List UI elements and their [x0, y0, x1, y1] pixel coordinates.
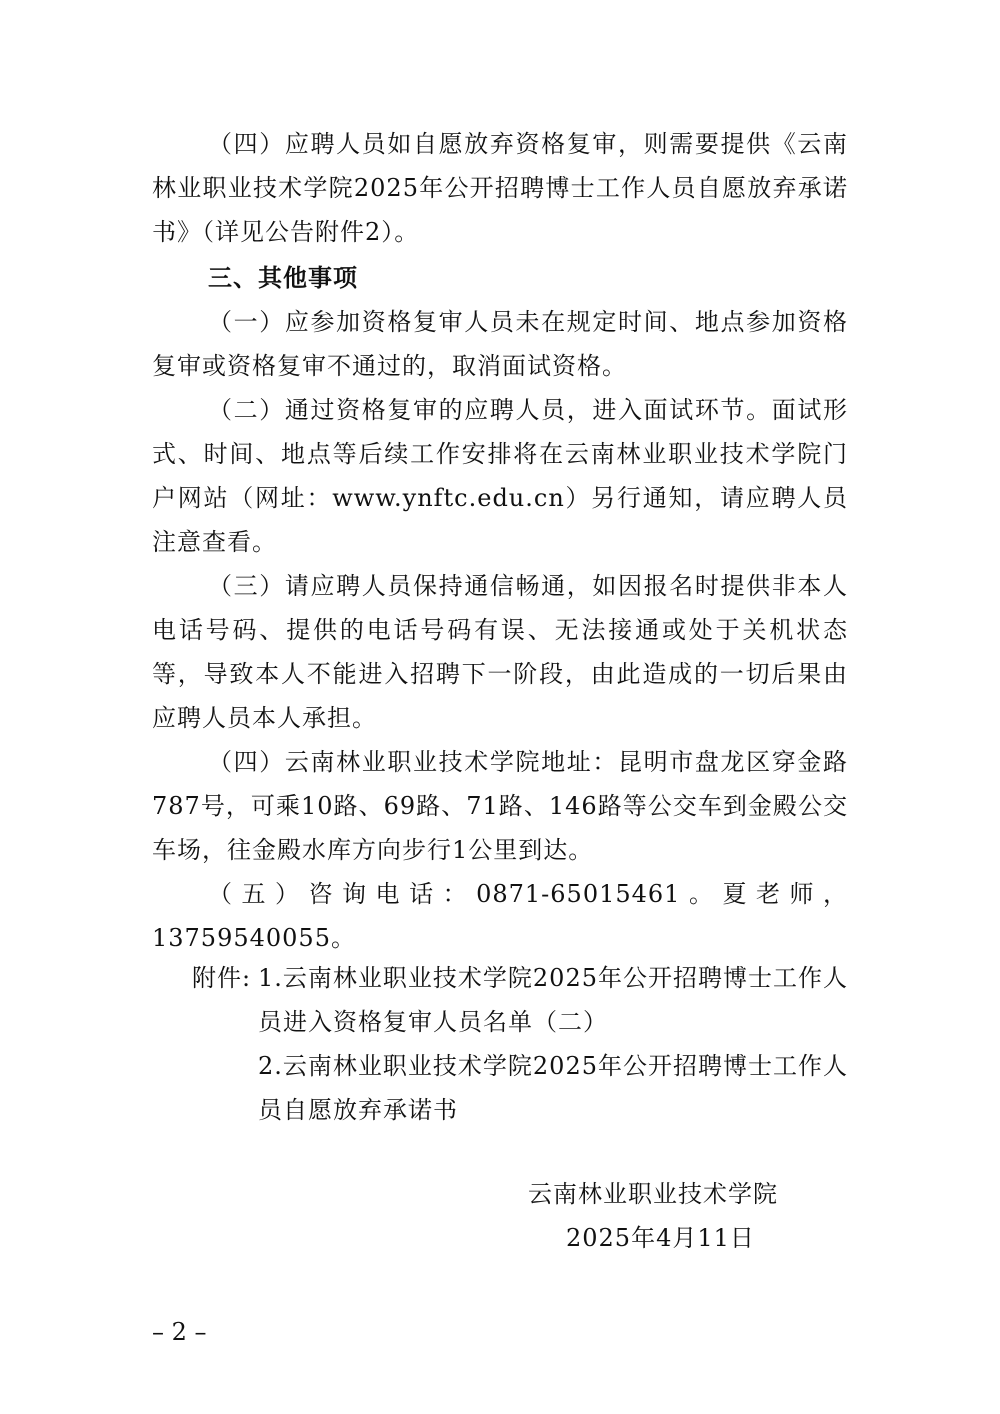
paragraph-item-two: （二）通过资格复审的应聘人员，进入面试环节。面试形式、时间、地点等后续工作安排将在云南林业职业技术学院门户网站（网址：www.ynftc.edu.cn）另行通知，请应聘人员注意查看。	[152, 396, 848, 556]
attachments-label: 附件:	[192, 964, 252, 992]
paragraph-item-five-contact: （五）咨询电话：0871-65015461。夏老师，13759540055。	[152, 880, 848, 952]
signature-organization: 云南林业职业技术学院	[528, 1180, 778, 1208]
paragraph-item-one: （一）应参加资格复审人员未在规定时间、地点参加资格复审或资格复审不通过的，取消面试资格。	[152, 308, 848, 380]
attachments-block	[192, 956, 848, 1132]
paragraph-item-three: （三）请应聘人员保持通信畅通，如因报名时提供非本人电话号码、提供的电话号码有误、无法接通或处于关机状态等，导致本人不能进入招聘下一阶段，由此造成的一切后果由应聘人员本人承担。	[152, 572, 848, 732]
attachment-row-1	[192, 956, 848, 1044]
signature-date: 2025年4月11日	[566, 1224, 755, 1252]
section-heading-other-matters: 三、其他事项	[208, 264, 358, 292]
attachment-item-2: 2.云南林业职业技术学院2025年公开招聘博士工作人员自愿放弃承诺书	[258, 1052, 848, 1124]
paragraph-waive-review: （四）应聘人员如自愿放弃资格复审，则需要提供《云南林业职业技术学院2025年公开招聘博士工作人员自愿放弃承诺书》（详见公告附件2）。	[152, 130, 848, 246]
attachment-row-2	[192, 1044, 848, 1132]
attachment-item-1: 1.云南林业职业技术学院2025年公开招聘博士工作人员进入资格复审人员名单（二）	[258, 964, 848, 1036]
page-number: – 2 –	[152, 1318, 207, 1346]
paragraph-item-four-address: （四）云南林业职业技术学院地址：昆明市盘龙区穿金路787号，可乘10路、69路、71路、146路等公交车到金殿公交车场，往金殿水库方向步行1公里到达。	[152, 748, 848, 864]
